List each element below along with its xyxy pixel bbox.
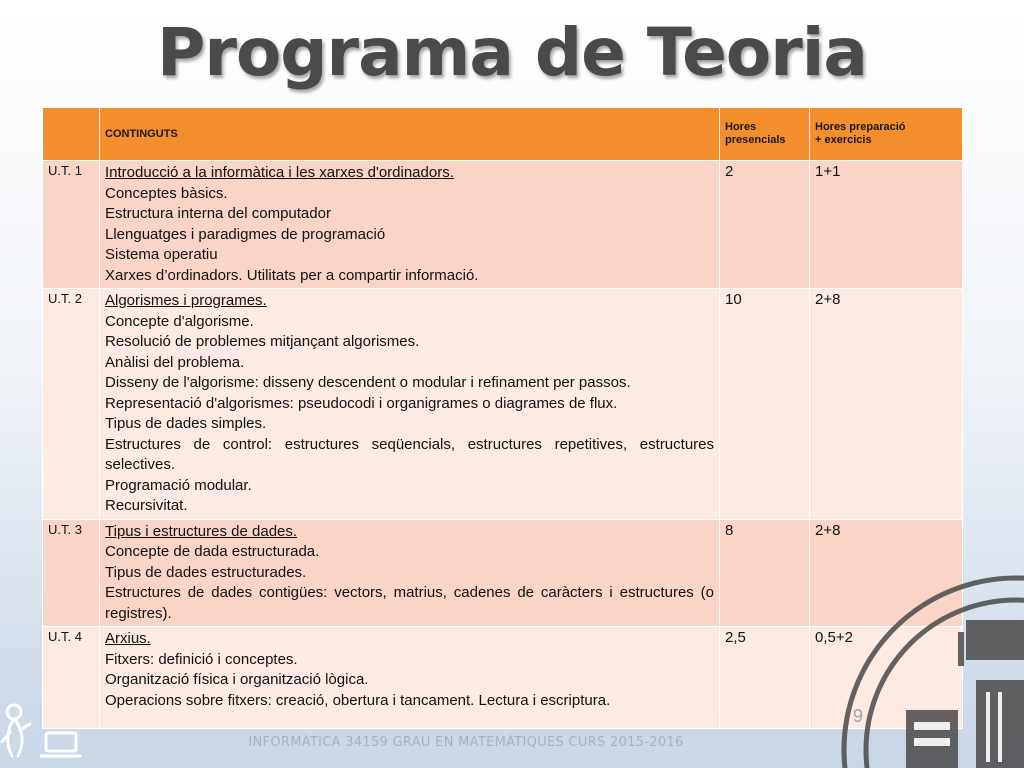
content-line: Fitxers: definició i conceptes.	[105, 650, 298, 668]
content-line: Estructures de control: estructures seqüencials, estructures repetitives, estructures selectives.	[105, 435, 714, 473]
content-line: Concepte de dada estructurada.	[105, 543, 320, 560]
content-line: Sistema operatiu	[105, 246, 218, 263]
unit-heading: Introducció a la informàtica i les xarxes d'ordinadors.	[105, 164, 454, 181]
unit-contents	[100, 161, 720, 289]
table-row	[43, 519, 963, 627]
header-hours-in-person: Hores presencials	[720, 108, 810, 161]
header-hours-prep: Hores preparació + exercicis	[810, 108, 963, 161]
content-line: Operacions sobre fitxers: creació, obertura i tancament. Lectura i escriptura.	[105, 691, 611, 709]
content-line: Recursivitat.	[105, 497, 188, 514]
syllabus-table	[42, 107, 963, 729]
header-unit	[43, 108, 100, 161]
content-line: Representació d'algorismes: pseudocodi i organigrames o diagrames de flux.	[105, 394, 618, 412]
content-line: Xarxes d’ordinadors. Utilitats per a compartir informació.	[105, 266, 479, 284]
unit-label: U.T. 3	[43, 519, 100, 627]
footer-text: INFORMÀTICA 34159 GRAU EN MATEMÀTIQUES CURS 2015-2016	[248, 735, 684, 750]
hours-prep-value: 1+1	[810, 161, 963, 289]
content-line: Tipus de dades estructurades.	[105, 563, 307, 581]
hours-prep-value: 2+8	[810, 289, 963, 520]
hours-in-person-value: 10	[720, 289, 810, 520]
table-row	[43, 161, 963, 289]
unit-label: U.T. 2	[43, 289, 100, 520]
unit-contents	[100, 627, 720, 729]
content-line: Estructures de dades contigües: vectors, matrius, cadenes de caràcters i estructures (o registres).	[105, 584, 714, 622]
hours-in-person-value: 2,5	[720, 627, 810, 729]
unit-heading: Arxius.	[105, 630, 151, 647]
content-line: Resolució de problemes mitjançant algorismes.	[105, 333, 420, 350]
page-number: 9	[853, 706, 864, 726]
content-line: Estructura interna del computador	[105, 205, 331, 222]
unit-label: U.T. 1	[43, 161, 100, 289]
content-line: Conceptes bàsics.	[105, 184, 228, 202]
content-line: Organització física i organització lògica.	[105, 671, 369, 688]
hours-prep-value: 0,5+2	[810, 627, 963, 729]
hours-prep-value: 2+8	[810, 519, 963, 627]
unit-contents	[100, 289, 720, 520]
table-header-row	[43, 108, 963, 161]
content-line: Programació modular.	[105, 476, 252, 494]
content-line: Tipus de dades simples.	[105, 415, 267, 432]
hours-in-person-value: 8	[720, 519, 810, 627]
header-contents: CONTINGUTS	[100, 108, 720, 161]
unit-heading: Algorismes i programes.	[105, 292, 267, 309]
content-line: Disseny de l'algorisme: disseny descendent o modular i refinament per passos.	[105, 374, 631, 391]
unit-contents	[100, 519, 720, 627]
content-line: Anàlisi del problema.	[105, 353, 245, 371]
table-row	[43, 627, 963, 729]
table-row	[43, 289, 963, 520]
hours-in-person-value: 2	[720, 161, 810, 289]
figure-icon	[0, 700, 40, 768]
content-line: Concepte d'algorisme.	[105, 312, 254, 330]
unit-label: U.T. 4	[43, 627, 100, 729]
page-title: Programa de Teoria	[157, 14, 867, 91]
content-line: Llenguatges i paradigmes de programació	[105, 225, 386, 243]
unit-heading: Tipus i estructures de dades.	[105, 522, 298, 540]
